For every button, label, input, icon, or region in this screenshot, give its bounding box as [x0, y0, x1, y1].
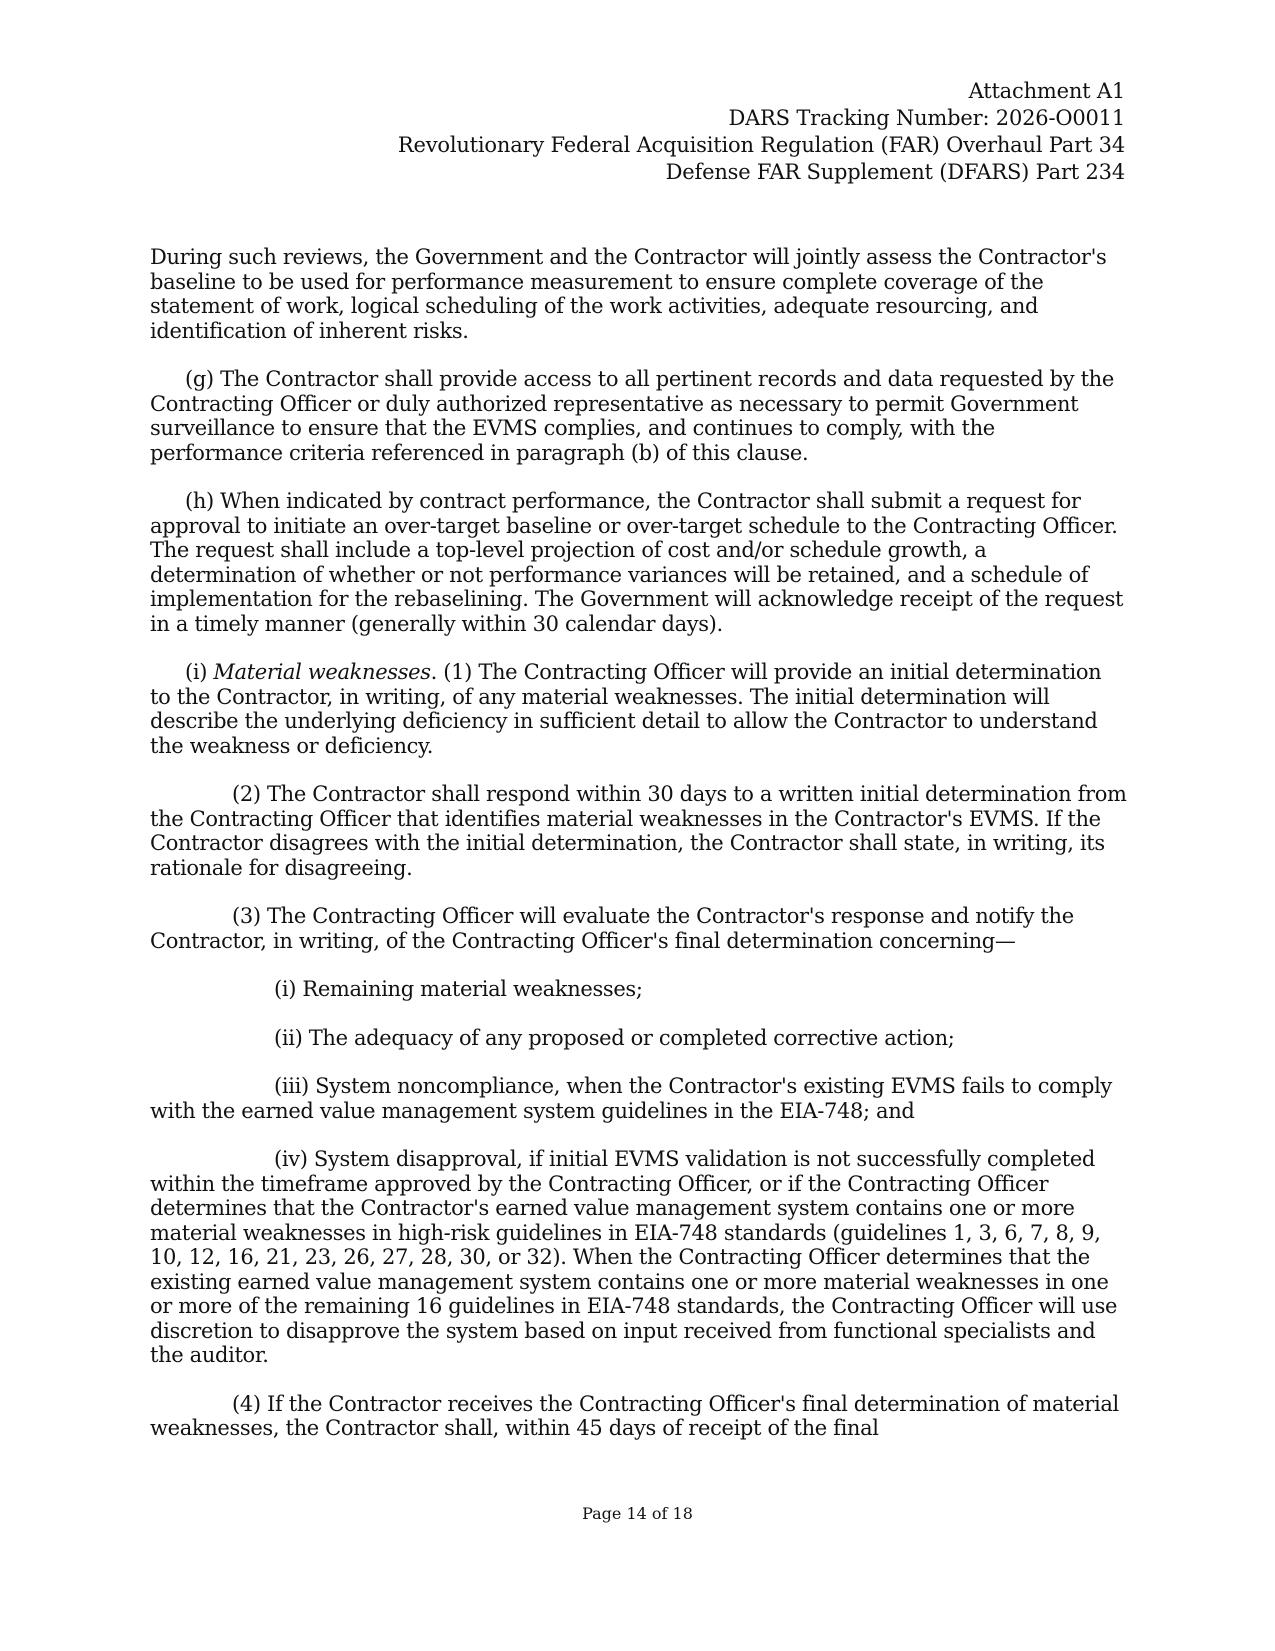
- paragraph-i-3-i: (i) Remaining material weaknesses;: [274, 977, 643, 1001]
- paragraph-i-text: . (1) The Contracting Officer will provide an initial determination to the Contractor, in writing, of any material weaknesses. The initial determination will describe the underlying deficiency in sufficient detail to allow the Contractor to understand the weakness or deficiency.: [150, 660, 1102, 758]
- paragraph-i-3-iv: (iv) System disapproval, if initial EVMS validation is not successfully completed within the timeframe approved by the Contracting Officer, or if the Contracting Officer determines that the Contractor's earned value management system contains one or more material weaknesses in high-risk guidelines in EIA-748 standards (guidelines 1, 3, 6, 7, 8, 9, 10, 12, 16, 21, 23, 26, 27, 28, 30, or 32). When the Contracting Officer determines that the existing earned value management system contains one or more material weaknesses in one or more of the remaining 16 guidelines in EIA-748 standards, the Contracting Officer will use discretion to disapprove the system based on input received from functional specialists and the auditor.: [150, 1147, 1118, 1367]
- document-body: [150, 245, 1128, 1465]
- page-number: Page 14 of 18: [582, 1504, 693, 1523]
- page-header: [398, 78, 1125, 186]
- header-attachment: Attachment A1: [968, 79, 1125, 103]
- header-dfars-part: Defense FAR Supplement (DFARS) Part 234: [665, 160, 1125, 184]
- paragraph-i-3: (3) The Contracting Officer will evaluate the Contractor's response and notify the Contractor, in writing, of the Contracting Officer's final determination concerning—: [150, 904, 1074, 953]
- paragraph-i: [150, 660, 1128, 758]
- header-tracking-number: DARS Tracking Number: 2026-O0011: [728, 106, 1125, 130]
- paragraph-h: (h) When indicated by contract performance, the Contractor shall submit a request for approval to initiate an over-target baseline or over-target schedule to the Contracting Officer. The request shall include a top-level projection of cost and/or schedule growth, a determination of whether or not performance variances will be retained, and a schedule of implementation for the rebaselining. The Government will acknowledge receipt of the request in a timely manner (generally within 30 calendar days).: [150, 489, 1124, 636]
- paragraph-i-prefix: (i): [185, 660, 214, 684]
- paragraph-i-3-ii: (ii) The adequacy of any proposed or completed corrective action;: [274, 1025, 955, 1050]
- paragraph-i-2: (2) The Contractor shall respond within 30 days to a written initial determination from the Contracting Officer that identifies material weaknesses in the Contractor's EVMS. If the Contractor disagrees with the initial determination, the Contractor shall state, in writing, its rationale for disagreeing.: [150, 782, 1127, 880]
- paragraph-i-heading: Material weaknesses: [213, 660, 431, 684]
- paragraph-g: (g) The Contractor shall provide access to all pertinent records and data requested by the Contracting Officer or duly authorized representative as necessary to permit Government surveillance to ensure that the EVMS complies, and continues to comply, with the performance criteria referenced in paragraph (b) of this clause.: [150, 367, 1114, 465]
- paragraph-i-4: (4) If the Contractor receives the Contracting Officer's final determination of material weaknesses, the Contractor shall, within 45 days of receipt of the final: [150, 1391, 1119, 1440]
- header-far-part: Revolutionary Federal Acquisition Regulation (FAR) Overhaul Part 34: [397, 133, 1125, 157]
- paragraph-intro: During such reviews, the Government and the Contractor will jointly assess the Contractor's baseline to be used for performance measurement to ensure complete coverage of the statement of work, logical scheduling of the work activities, adequate resourcing, and identification of inherent risks.: [150, 245, 1107, 343]
- paragraph-i-3-iii: (iii) System noncompliance, when the Contractor's existing EVMS fails to comply with the earned value management system guidelines in the EIA-748; and: [150, 1074, 1112, 1123]
- page-footer: [0, 1504, 1275, 1524]
